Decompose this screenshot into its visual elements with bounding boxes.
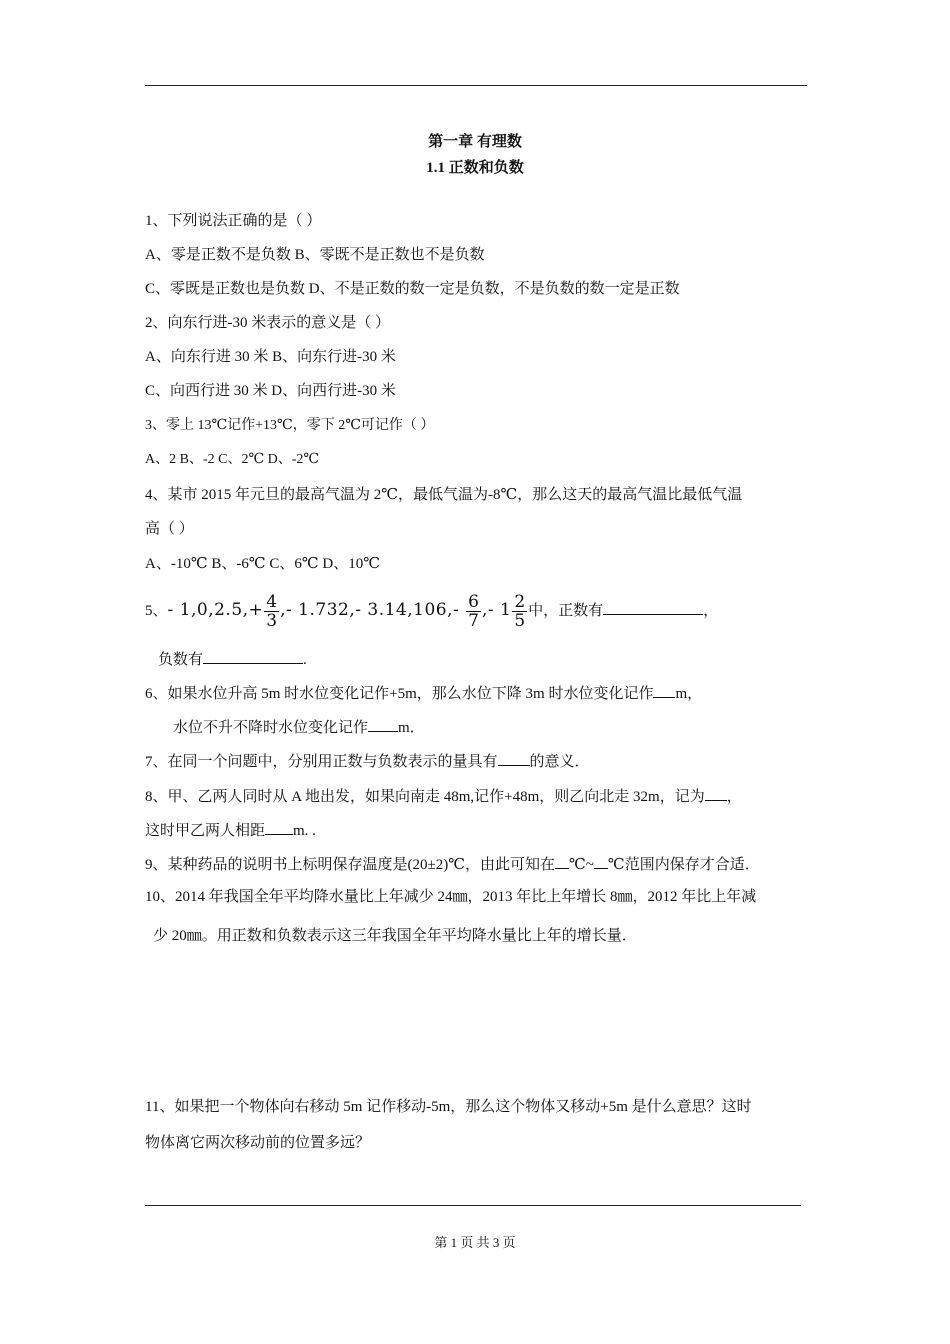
q2-options-ab: A、向东行进 30 米 B、向东行进-30 米	[145, 349, 396, 365]
q10-line2: 少 20㎜。用正数和负数表示这三年我国全年平均降水量比上年的增长量．	[153, 928, 637, 944]
q4-stem-line1: 4、某市 2015 年元旦的最高气温为 2℃，最低气温为-8℃，那么这天的最高气温比最低气温	[145, 487, 743, 503]
q9-text-a: 9、某种药品的说明书上标明保存温度是(20±2)℃，由此可知在	[145, 857, 556, 873]
q6-text-c: 水位不升不降时水位变化记作	[173, 720, 369, 736]
fraction-numerator: 4	[266, 592, 278, 613]
q5-expr-3: ,- 1	[481, 600, 512, 620]
fraction-denominator: 3	[266, 611, 278, 632]
q5-fraction-4-3	[264, 593, 279, 630]
q5-fraction-2-5	[512, 593, 527, 630]
q5-period: .	[303, 652, 307, 668]
q9-blank-1[interactable]	[555, 853, 569, 869]
q8-text-a: 8、甲、乙两人同时从 A 地出发，如果向南走 48m,记作+48m，则乙向北走 32m，记为	[145, 789, 705, 805]
q5-positive-blank[interactable]	[603, 599, 703, 615]
q6-line1	[145, 682, 702, 704]
q3-stem: 3、零上 13℃记作+13℃，零下 2℃可记作（ ）	[145, 418, 435, 433]
q9-text-b: ℃~	[569, 857, 594, 873]
q6-blank-1[interactable]	[653, 682, 675, 698]
section-title: 1.1 正数和负数	[426, 160, 524, 176]
q7-text-b: 的意义．	[529, 754, 590, 770]
q11-line2: 物体离它两次移动前的位置多远？	[145, 1135, 371, 1151]
q5-expr-2: ,- 1.732,- 3.14,106,-	[280, 600, 466, 620]
q9-text-c: ℃范围内保存才合适．	[607, 857, 760, 873]
fraction-numerator: 2	[514, 592, 526, 613]
q5-line2	[158, 648, 307, 670]
q4-options: A、-10℃ B、-6℃ C、6℃ D、10℃	[145, 556, 381, 572]
footer-rule	[145, 1205, 801, 1206]
q7-text-a: 7、在同一个问题中，分别用正数与负数表示的量具有	[145, 754, 498, 770]
q6-text-b: m，	[675, 686, 703, 702]
q9-line	[145, 853, 760, 875]
q11-line1: 11、如果把一个物体向右移动 5m 记作移动-5m，那么这个物体又移动+5m 是什么意思？这时	[145, 1099, 752, 1115]
chapter-title: 第一章 有理数	[428, 134, 522, 150]
q6-text-d: m．	[398, 720, 425, 736]
q7-blank[interactable]	[498, 750, 530, 766]
q1-stem: 1、下列说法正确的是（ ）	[145, 213, 322, 229]
q5-negative-label: 负数有	[158, 652, 204, 668]
q8-blank-1[interactable]	[705, 785, 727, 801]
page-number: 第 1 页 共 3 页	[434, 1235, 516, 1250]
q8-text-c: 这时甲乙两人相距	[145, 823, 266, 839]
q6-line2	[173, 716, 425, 738]
q5-after: 中，正数有	[528, 603, 604, 619]
q5-expr-1: - 1,0,2.5,+	[167, 600, 264, 620]
q5-prefix: 5、	[145, 603, 168, 619]
q1-options-ab: A、零是正数不是负数 B、零既不是正数也不是负数	[145, 247, 485, 263]
q6-blank-2[interactable]	[368, 716, 398, 732]
q5-comma: ，	[703, 603, 719, 619]
q8-text-d: m. .	[293, 823, 316, 839]
q10-line1: 10、2014 年我国全年平均降水量比上年减少 24㎜，2013 年比上年增长 8㎜，2012 年比上年减	[145, 889, 757, 905]
fraction-denominator: 5	[514, 611, 526, 632]
fraction-numerator: 6	[468, 592, 479, 613]
q8-blank-2[interactable]	[265, 819, 293, 835]
q7-line	[145, 750, 590, 772]
q2-options-cd: C、向西行进 30 米 D、向西行进-30 米	[145, 383, 396, 399]
header-rule	[145, 85, 807, 86]
q2-stem: 2、向东行进-30 米表示的意义是（ ）	[145, 315, 390, 331]
q5-fraction-6-7	[466, 593, 481, 630]
fraction-denominator: 7	[468, 611, 479, 632]
q5-negative-blank[interactable]	[203, 648, 303, 664]
q8-line2	[145, 819, 316, 841]
q9-blank-2[interactable]	[594, 853, 608, 869]
q4-stem-line2: 高（ ）	[145, 521, 194, 537]
q8-text-b: ，	[726, 789, 742, 805]
q5-line1	[145, 590, 718, 631]
q3-options: A、2 B、-2 C、2℃ D、-2℃	[145, 452, 320, 467]
q8-line1	[145, 785, 742, 807]
q6-text-a: 6、如果水位升高 5m 时水位变化记作+5m，那么水位下降 3m 时水位变化记作	[145, 686, 654, 702]
q1-options-cd: C、零既是正数也是负数 D、不是正数的数一定是负数，不是负数的数一定是正数	[145, 281, 680, 297]
